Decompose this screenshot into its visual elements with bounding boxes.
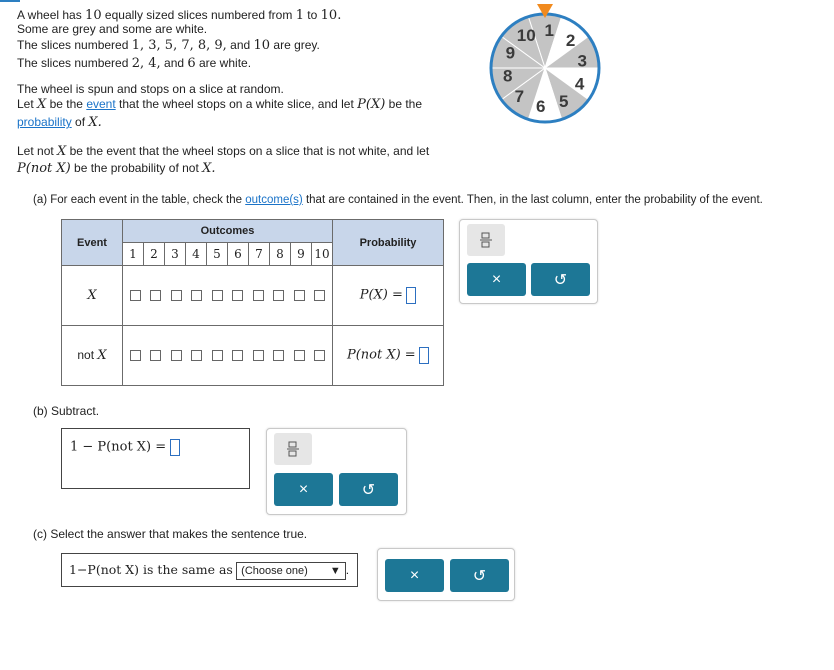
- part-c-sentence: 1−P(not X) is the same as (Choose one) ▼ .: [69, 562, 349, 580]
- wheel-label-5: 5: [558, 92, 569, 112]
- outcome-checkbox-4[interactable]: [191, 290, 202, 301]
- outcome-checkbox-1[interactable]: [130, 350, 141, 361]
- outcome-checkbox-6[interactable]: [232, 290, 243, 301]
- outcomes-table: [61, 219, 444, 386]
- spinner-wheel: [480, 2, 610, 130]
- outcomes-link[interactable]: outcome(s): [245, 194, 303, 206]
- outcome-number: 5: [207, 243, 228, 266]
- dropdown-arrow-icon: ▼: [329, 565, 341, 577]
- part-a-instructions: (a) For each event in the table, check the outcome(s) that are contained in the event. Then, in the last column, enter the probability of the event.: [33, 194, 763, 206]
- outcome-checkboxes: [123, 326, 333, 386]
- wheel-label-9: 9: [505, 43, 516, 63]
- fraction-icon: [467, 224, 505, 256]
- outcome-number: 6: [228, 243, 249, 266]
- wheel-label-8: 8: [503, 66, 513, 86]
- outcomes-header: Outcomes: [123, 220, 333, 243]
- undo-button[interactable]: [450, 559, 509, 592]
- outcome-checkbox-8[interactable]: [273, 350, 284, 361]
- wheel-label-3: 3: [577, 51, 587, 71]
- wheel-label-1: 1: [544, 21, 555, 41]
- close-icon: ×: [409, 566, 420, 584]
- problem-line-7: probability of X.: [17, 115, 102, 130]
- outcome-checkbox-5[interactable]: [212, 290, 223, 301]
- outcome-checkbox-2[interactable]: [150, 350, 161, 361]
- outcome-checkbox-8[interactable]: [273, 290, 284, 301]
- outcome-checkbox-9[interactable]: [294, 290, 305, 301]
- wheel-label-6: 6: [535, 96, 546, 116]
- clear-button[interactable]: [385, 559, 444, 592]
- probability-header: Probability: [333, 220, 444, 266]
- tool-panel-b: [266, 428, 407, 515]
- event-header: Event: [62, 220, 123, 266]
- problem-line-8: Let not X be the event that the wheel stops on a slice that is not white, and let: [17, 144, 430, 159]
- part-c-answer-area: [61, 553, 358, 587]
- outcome-checkboxes: [123, 266, 333, 326]
- outcome-number: 3: [165, 243, 186, 266]
- part-c-select[interactable]: (Choose one) ▼: [236, 562, 346, 580]
- outcome-checkbox-1[interactable]: [130, 290, 141, 301]
- problem-line-9: P(not X) be the probability of not X.: [17, 161, 216, 176]
- probability-link[interactable]: probability: [17, 115, 72, 129]
- problem-line-6: Let X be the event that the wheel stops on a white slice, and let P(X) be the: [17, 97, 423, 112]
- problem-line-5: The wheel is spun and stops on a slice at random.: [17, 82, 284, 96]
- outcome-number: 1: [123, 243, 144, 266]
- outcome-checkbox-7[interactable]: [253, 290, 264, 301]
- outcome-number: 9: [291, 243, 312, 266]
- part-b-expression: 1 − P(not X) =: [70, 439, 180, 456]
- outcome-checkbox-6[interactable]: [232, 350, 243, 361]
- problem-line-3: The slices numbered 1, 3, 5, 7, 8, 9, and 10 are grey.: [17, 38, 320, 53]
- outcome-checkbox-9[interactable]: [294, 350, 305, 361]
- part-b-input[interactable]: [170, 439, 180, 456]
- event-label: not X: [62, 326, 123, 386]
- outcome-checkbox-5[interactable]: [212, 350, 223, 361]
- probability-cell: P(not X) =: [333, 326, 444, 386]
- event-row-not-x: [62, 326, 444, 386]
- fraction-icon: [274, 433, 312, 465]
- problem-line-2: Some are grey and some are white.: [17, 22, 208, 36]
- close-icon: ×: [298, 480, 309, 498]
- part-c-label: (c) Select the answer that makes the sentence true.: [33, 527, 308, 541]
- outcome-checkbox-3[interactable]: [171, 290, 182, 301]
- outcome-checkbox-10[interactable]: [314, 350, 325, 361]
- undo-icon: ↺: [472, 567, 487, 585]
- wheel-label-10: 10: [516, 25, 536, 45]
- outcome-number: 7: [249, 243, 270, 266]
- outcome-checkbox-2[interactable]: [150, 290, 161, 301]
- fraction-button[interactable]: [467, 224, 505, 256]
- part-b-label: (b) Subtract.: [33, 404, 100, 418]
- tool-panel-a: [459, 219, 598, 304]
- undo-icon: ↺: [553, 271, 568, 289]
- top-accent-bar: [0, 0, 20, 2]
- undo-button[interactable]: [531, 263, 590, 296]
- problem-line-4: The slices numbered 2, 4, and 6 are white.: [17, 56, 252, 71]
- outcome-number: 8: [270, 243, 291, 266]
- probability-x-input[interactable]: [406, 287, 416, 304]
- fraction-button[interactable]: [274, 433, 312, 465]
- probability-not-x-input[interactable]: [419, 347, 429, 364]
- close-icon: ×: [491, 270, 502, 288]
- event-link[interactable]: event: [86, 97, 116, 111]
- outcome-number: 10: [312, 243, 333, 266]
- undo-icon: ↺: [361, 481, 376, 499]
- outcome-checkbox-7[interactable]: [253, 350, 264, 361]
- part-b-answer-area: [61, 428, 250, 489]
- event-label: X: [62, 266, 123, 326]
- clear-button[interactable]: [274, 473, 333, 506]
- wheel-label-4: 4: [574, 74, 585, 94]
- tool-panel-c: [377, 548, 515, 601]
- undo-button[interactable]: [339, 473, 398, 506]
- outcome-checkbox-3[interactable]: [171, 350, 182, 361]
- problem-line-1: A wheel has 10 equally sized slices numbered from 1 to 10.: [17, 8, 342, 23]
- outcome-number: 2: [144, 243, 165, 266]
- event-row-x: [62, 266, 444, 326]
- probability-cell: P(X) =: [333, 266, 444, 326]
- outcome-checkbox-10[interactable]: [314, 290, 325, 301]
- outcome-number: 4: [186, 243, 207, 266]
- outcome-checkbox-4[interactable]: [191, 350, 202, 361]
- wheel-label-7: 7: [514, 87, 525, 107]
- wheel-label-2: 2: [565, 30, 576, 50]
- clear-button[interactable]: [467, 263, 526, 296]
